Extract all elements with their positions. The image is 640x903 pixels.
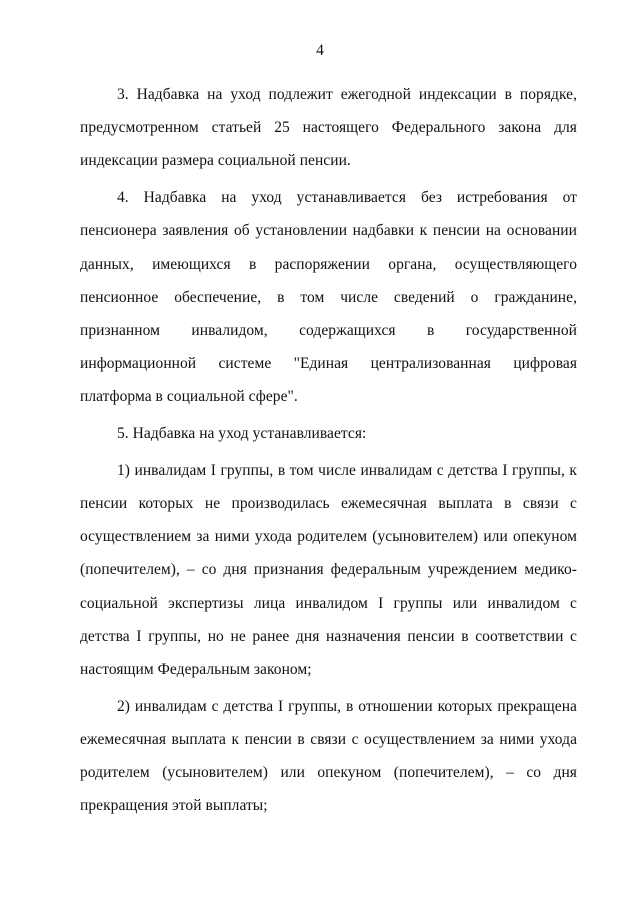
paragraph-5-item-1: 1) инвалидам I группы, в том числе инвалидам с детства I группы, к пенсии которых не производилась ежемесячная выплата в связи с осуществлением за ними ухода родителем (усыновителем) или опекуном (попечителем), – со дня признания федеральным учреждением медико-социальной экспертизы лица инвалидом I группы или инвалидом с детства I группы, но не ранее дня назначения пенсии в соответствии с настоящим Федеральным законом; <box>80 461 577 678</box>
paragraph-5-item-2: 2) инвалидам с детства I группы, в отношении которых прекращена ежемесячная выплата к пенсии в связи с осуществлением за ними ухода родителем (усыновителем) или опекуном (попечителем), – со дня прекращения этой выплаты; <box>80 697 577 815</box>
paragraph-4-establishment: 4. Надбавка на уход устанавливается без истребования от пенсионера заявления об установлении надбавки к пенсии на основании данных, имеющихся в распоряжении органа, осуществляющего пенсионное обеспечение, в том числе сведений о гражданине, признанном инвалидом, содержащихся в государственной информационной системе "Единая централизованная цифровая платформа в социальной сфере". <box>80 189 577 406</box>
page-number: 4 <box>316 42 324 59</box>
paragraph-3-indexation: 3. Надбавка на уход подлежит ежегодной индексации в порядке, предусмотренном статьей 25 настоящего Федерального закона для индексации размера социальной пенсии. <box>80 86 577 170</box>
paragraph-5-intro: 5. Надбавка на уход устанавливается: <box>117 425 367 443</box>
document-body <box>80 78 577 826</box>
